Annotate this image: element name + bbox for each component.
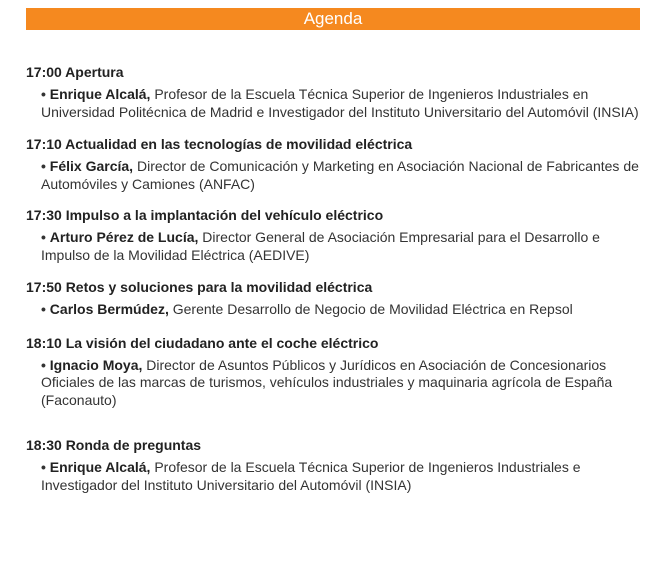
agenda-list <box>26 64 646 494</box>
speaker-name: Carlos Bermúdez, <box>49 301 169 317</box>
agenda-item-title: 18:30 Ronda de preguntas <box>26 437 202 453</box>
speaker-name: Félix García, <box>49 158 134 174</box>
speaker-description: Director General de Asociación Empresarial para el Desarrollo e Impulso de la Movilidad Eléctrica (AEDIVE) <box>41 229 600 263</box>
agenda-item-speaker <box>41 459 646 494</box>
agenda-item-title: 17:50 Retos y soluciones para la movilidad eléctrica <box>26 279 373 295</box>
bullet-icon: • <box>41 229 46 245</box>
agenda-item-speaker <box>41 357 646 410</box>
bullet-icon: • <box>41 356 46 373</box>
agenda-item <box>26 437 646 494</box>
speaker-name: Arturo Pérez de Lucía, <box>49 229 199 245</box>
agenda-item-title: 17:00 Apertura <box>26 64 124 80</box>
agenda-item <box>26 136 646 193</box>
agenda-item-speaker <box>41 158 646 193</box>
agenda-item-title: 17:30 Impulso a la implantación del vehículo eléctrico <box>26 207 384 223</box>
agenda-header <box>26 8 640 30</box>
speaker-description: Profesor de la Escuela Técnica Superior de Ingenieros Industriales en Universidad Politécnica de Madrid e Investigador del Instituto Universitario del Automóvil (INSIA) <box>41 86 639 120</box>
agenda-item-speaker <box>41 301 646 319</box>
speaker-name: Enrique Alcalá, <box>49 86 151 102</box>
agenda-item <box>26 207 646 264</box>
agenda-item-speaker <box>41 229 646 264</box>
agenda-title: Agenda <box>303 9 363 28</box>
bullet-icon: • <box>41 301 46 317</box>
bullet-icon: • <box>41 86 46 102</box>
bullet-icon: • <box>41 459 46 475</box>
speaker-name: Enrique Alcalá, <box>49 459 151 475</box>
speaker-description: Director de Comunicación y Marketing en Asociación Nacional de Fabricantes de Automóviles y Camiones (ANFAC) <box>41 158 639 192</box>
speaker-description: Director de Asuntos Públicos y Jurídicos en Asociación de Concesionarios Oficiales de las marcas de turismos, vehículos industriales y maquinaria agrícola de España (Faconauto) <box>41 356 613 408</box>
agenda-item <box>26 335 646 410</box>
bullet-icon: • <box>41 158 46 174</box>
speaker-description: Gerente Desarrollo de Negocio de Movilidad Eléctrica en Repsol <box>172 301 573 317</box>
speaker-description: Profesor de la Escuela Técnica Superior de Ingenieros Industriales e Investigador del Instituto Universitario del Automóvil (INSIA) <box>41 459 581 493</box>
agenda-item <box>26 279 646 319</box>
agenda-item-speaker <box>41 86 646 121</box>
agenda-item-title: 18:10 La visión del ciudadano ante el coche eléctrico <box>26 334 379 351</box>
speaker-name: Ignacio Moya, <box>49 356 143 373</box>
agenda-item-title: 17:10 Actualidad en las tecnologías de movilidad eléctrica <box>26 136 413 152</box>
agenda-item <box>26 64 646 121</box>
